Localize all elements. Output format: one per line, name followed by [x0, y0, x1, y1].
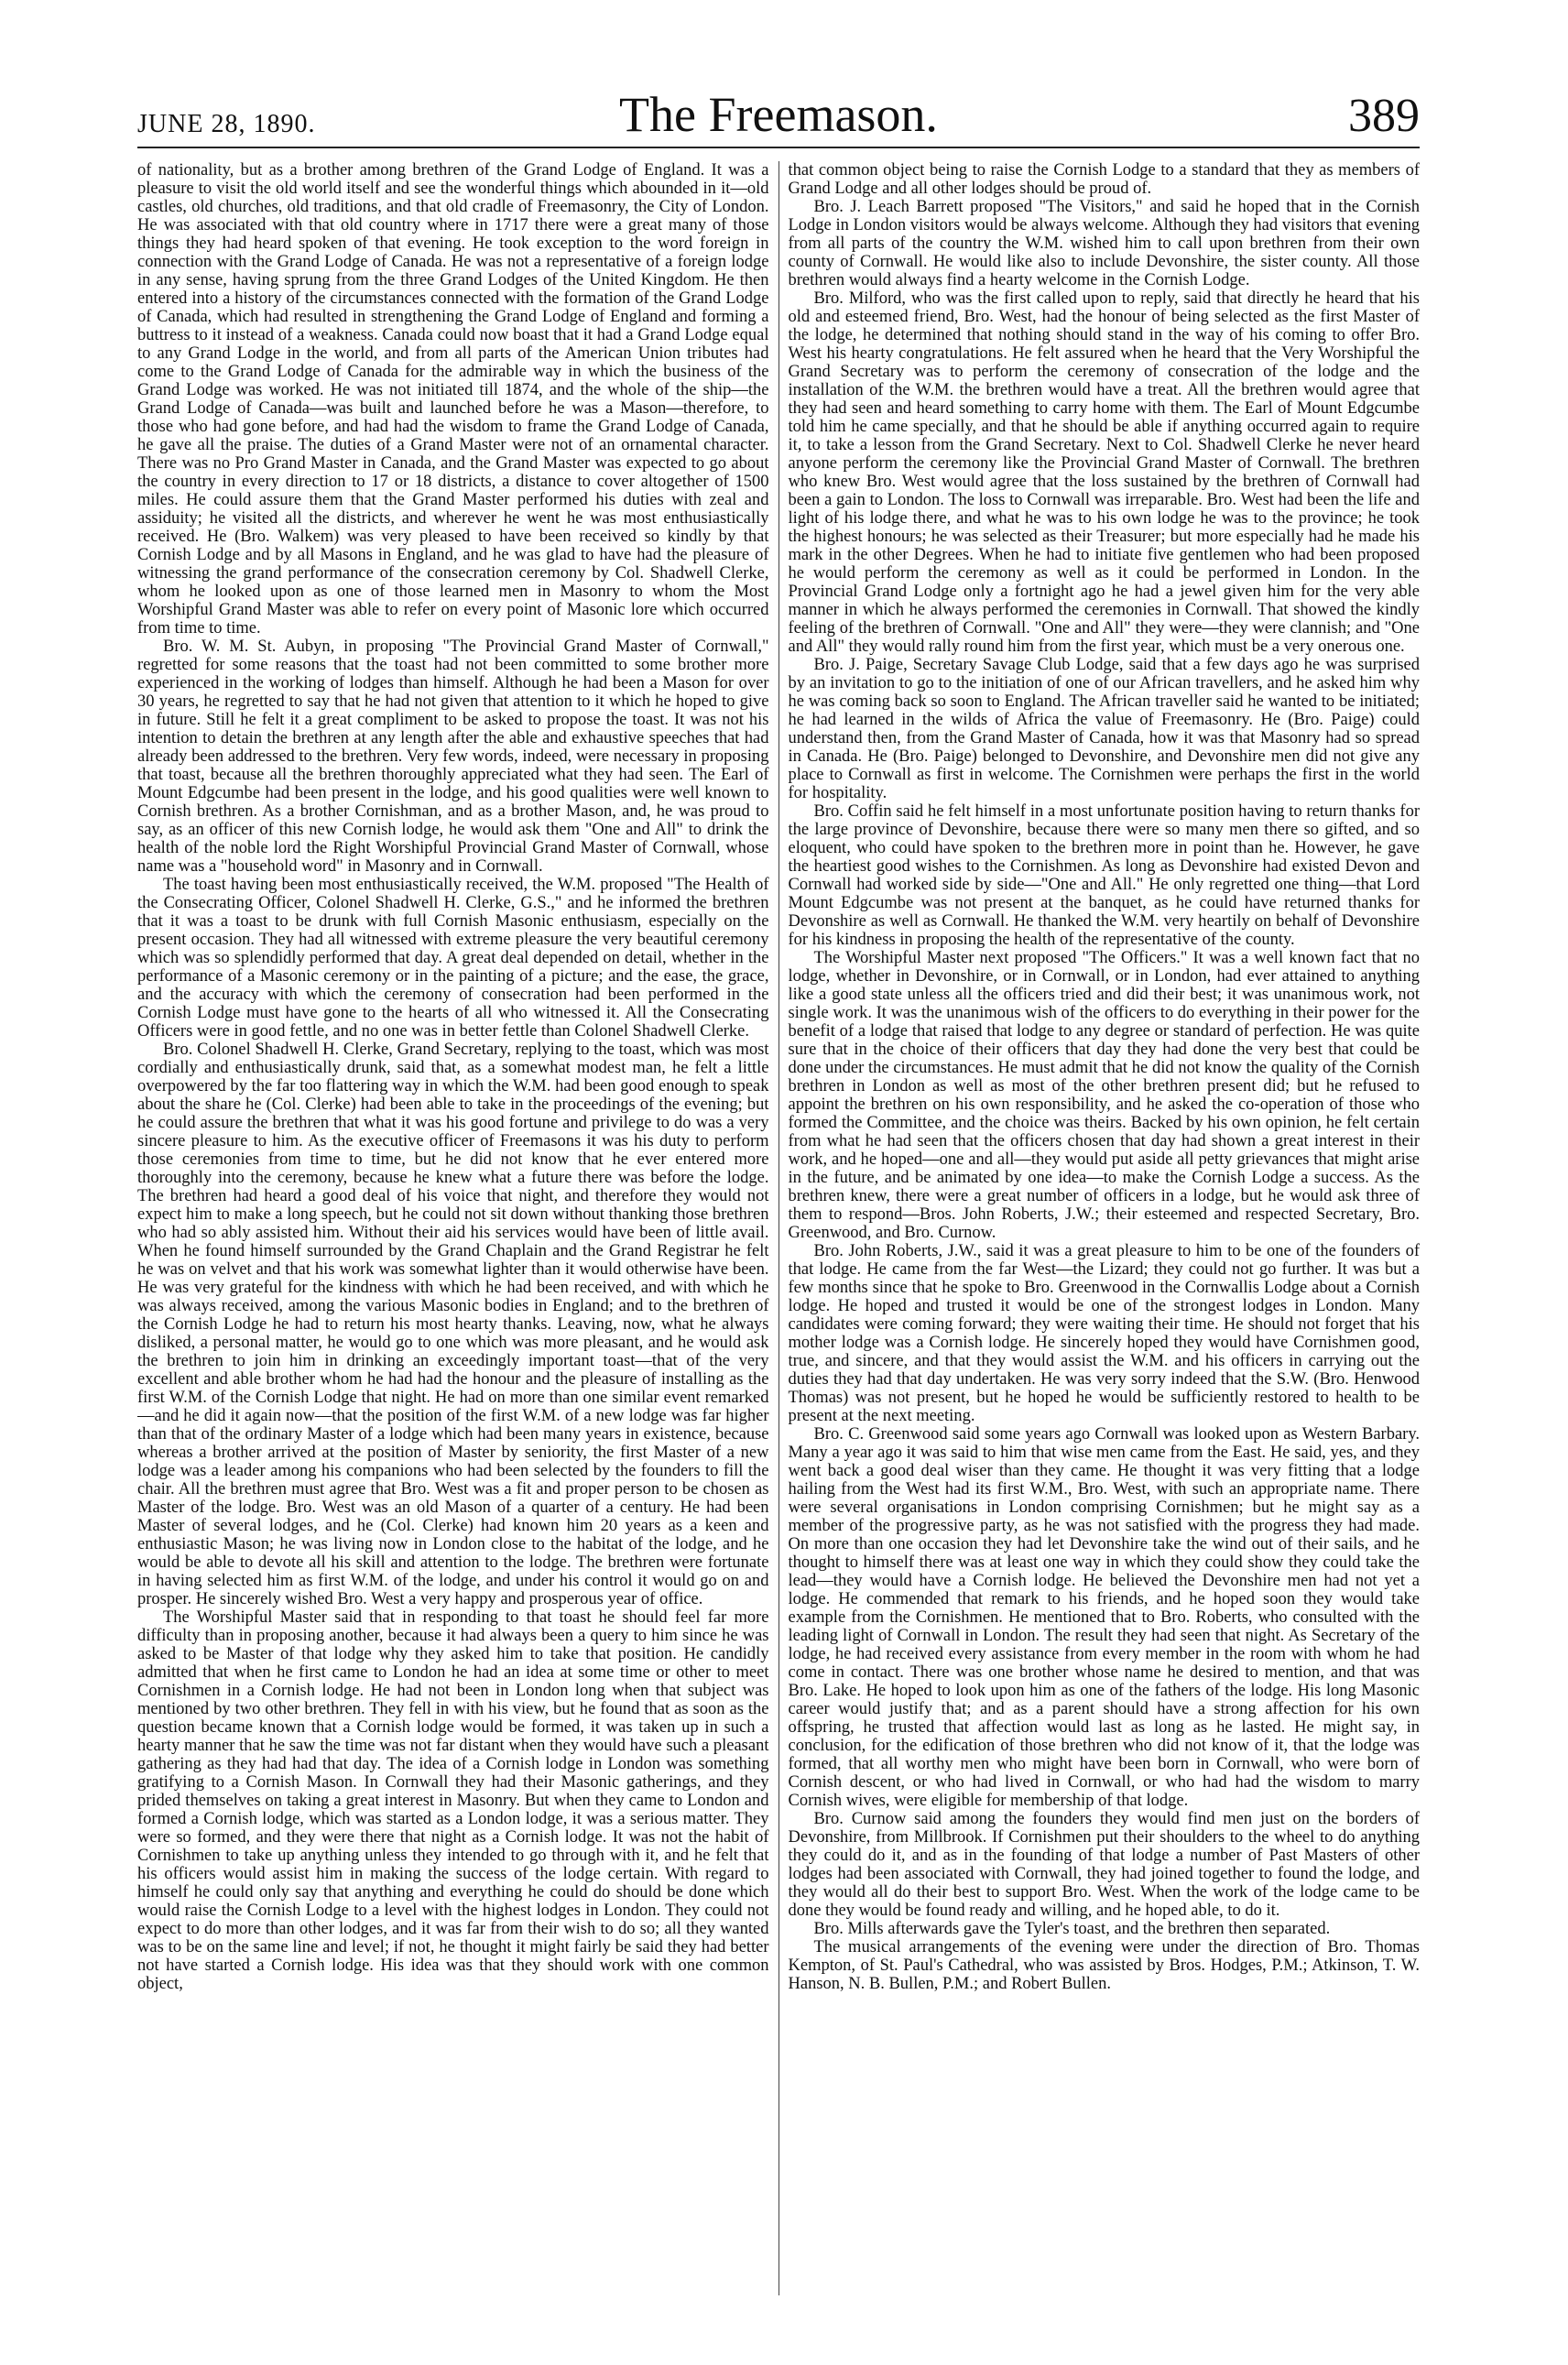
issue-date: JUNE 28, 1890. — [137, 110, 316, 138]
paragraph: Bro. Mills afterwards gave the Tyler's toast, and the brethren then separated. — [813, 1920, 1331, 1938]
article-columns — [137, 161, 1420, 2295]
paragraph: Bro. Coffin said he felt himself in a most unfortunate position having to return thanks for the large province of Devonshire, because there were so many men there so gifted, and so eloquent, who could have spoken to the brethren more in point than he. However, he gave the heartiest good wishes to the Cornishmen. As long as Devonshire had existed Devon and Cornwall had worked side by side—"One and All." He only regretted one thing—that Lord Mount Edgcumbe was not present at the banquet, as he could have returned thanks for Devonshire as well as Cornwall. He thanked the W.M. very heartily on behalf of Devonshire for his kindness in proposing the health of the representative of the county. — [788, 802, 1420, 949]
paragraph: The Worshipful Master said that in responding to that toast he should feel far more difficulty than in proposing another, because it had always been a query to him since he was asked to be Master of that lodge why they asked him to take that position. He candidly admitted that when he first came to London he had an idea at some time or other to meet Cornishmen in a Cornish lodge. He had not been in London long when that subject was mentioned by two other brethren. They fell in with his view, but he found that as soon as the question became known that a Cornish lodge would be formed, it was taken up in such a hearty manner that he saw the time was not far distant when they would have such a pleasant gathering as they had had that day. The idea of a Cornish lodge in London was something gratifying to a Cornish Mason. In Cornwall they had their Masonic gatherings, and they prided themselves on taking a great interest in Masonry. But when they came to London and formed a Cornish lodge, which was started as a London lodge, it was a serious matter. They were so formed, and they were there that night as a Cornish lodge. It was not the habit of Cornishmen to take up anything unless they intended to go through with it, and he felt that his officers would assist him in making the success of the lodge certain. With regard to himself he could only say that anything and everything he could do should be done which would raise the Cornish Lodge to a level with the highest lodges in London. They could not expect to do more than other lodges, and it was far from their wish to do so; all they wanted was to be on the same line and level; if not, he thought it might fairly be said they had better not have started a Cornish lodge. His idea was that they should work with one common object, — [137, 1608, 769, 1993]
paragraph: Bro. Colonel Shadwell H. Clerke, Grand Secretary, replying to the toast, which was most cordially and enthusiastically drunk, said that, as a somewhat modest man, he felt a little overpowered by the far too flattering way in which the W.M. had been good enough to speak about the share he (Col. Clerke) had been able to take in the proceedings of the evening; but he could assure the brethren that what it was his good fortune and privilege to do was a very sincere pleasure to him. As the executive officer of Freemasons it was his duty to perform those ceremonies from time to time, but he did not know that he ever entered more thoroughly into the ceremony, because he knew what a future there was before the lodge. The brethren had heard a good deal of his voice that night, and therefore they would not expect him to make a long speech, but he could not sit down without thanking those brethren who had so ably assisted him. Without their aid his services would have been of little avail. When he found himself surrounded by the Grand Chaplain and the Grand Registrar he felt he was on velvet and that his work was somewhat lighter than it would otherwise have been. He was very grateful for the kindness with which he had been received, and with which he was always received, among the various Masonic bodies in England; and to the brethren of the Cornish Lodge he had to return his most hearty thanks. Leaving, now, what he always disliked, a personal matter, he would go to one which was more pleasant, and he would ask the brethren to join him in drinking an exceedingly important toast—that of the very excellent and able brother whom he had had the honour and the pleasure of installing as the first W.M. of the Cornish Lodge that night. He had on more than one similar event remarked—and he did it again now—that the position of the first W.M. of a new lodge was far higher than that of the ordinary Master of a lodge which had been many years in existence, because whereas a brother arrived at the position of Master by seniority, the first Master of a new lodge was a leader among his companions who had been selected by the founders to fill the chair. All the brethren must agree that Bro. West was a fit and proper person to be chosen as Master of the lodge. Bro. West was an old Mason of a quarter of a century. He had been Master of several lodges, and he (Col. Clerke) had known him 20 years as a keen and enthusiastic Mason; he was living now in London close to the habitat of the lodge, and he would be able to devote all his skill and attention to the lodge. The brethren were fortunate in having selected him as first W.M. of the lodge, and under his control it would go on and prosper. He sincerely wished Bro. West a very happy and prosperous year of office. — [137, 1041, 769, 1608]
paragraph: that common object being to raise the Cornish Lodge to a standard that they as members of Grand Lodge and all other lodges should be proud of. — [788, 161, 1420, 198]
masthead — [137, 81, 1420, 148]
paragraph: The Worshipful Master next proposed "The Officers." It was a well known fact that no lodge, whether in Devonshire, or in Cornwall, or in London, had ever attained to anything like a good state unless all the officers tried and did their best; it was unanimous work, not single work. It was the unanimous wish of the officers to do everything in their power for the benefit of a lodge that raised that lodge to any degree or standard of perfection. He was quite sure that in the choice of their officers that day they had done the very best that could be done under the circumstances. He must admit that he did not know the quality of the Cornish brethren in London as well as most of the other brethren present did; but he refused to appoint the brethren on his own responsibility, and he asked the co-operation of those who formed the Committee, and the choice was theirs. Backed by his own opinion, he felt certain from what he had seen that the officers chosen that day had shown a great interest in their work, and he hoped—one and all—they would put aside all petty grievances that might arise in the future, and be animated by one idea—to make the Cornish Lodge a success. As the brethren knew, there were a great number of officers in a lodge, but he would ask three of them to respond—Bros. John Roberts, J.W.; their esteemed and respected Secretary, Bro. Greenwood, and Bro. Curnow. — [788, 949, 1420, 1242]
paragraph: Bro. J. Paige, Secretary Savage Club Lodge, said that a few days ago he was surprised by an invitation to go to the initiation of one of our African travellers, and he asked him why he was coming back so soon to England. The African traveller said he wanted to be initiated; he had learned in the wilds of Africa the value of Freemasonry. He (Bro. Paige) could understand then, from the Grand Master of Canada, how it was that Masonry had so spread in Canada. He (Bro. Paige) belonged to Devonshire, and Devonshire men did not give any place to Cornwall as first in welcome. The Cornishmen were perhaps the first in the world for hospitality. — [788, 656, 1420, 802]
newspaper-title: The Freemason. — [619, 87, 938, 142]
paragraph: Bro. W. M. St. Aubyn, in proposing "The Provincial Grand Master of Cornwall," regretted for some reasons that the toast had not been committed to some brother more experienced in the working of lodges than himself. Although he had been a Mason for over 30 years, he regretted to say that he had not given that attention to it which he hoped to give in future. Still he felt it a great compliment to be asked to propose the toast. It was not his intention to detain the brethren at any length after the able and exhaustive speeches that had already been addressed to the brethren. Very few words, indeed, were necessary in proposing that toast, because all the brethren thoroughly appreciated what they had seen. The Earl of Mount Edgcumbe had been present in the lodge, and his good qualities were well known to Cornish brethren. As a brother Cornishman, and as a brother Mason, and, he was proud to say, as an officer of this new Cornish lodge, he would ask them "One and All" to drink the health of the noble lord the Right Worshipful Provincial Grand Master of Cornwall, whose name was a "household word" in Masonry and in Cornwall. — [137, 638, 769, 876]
paragraph: Bro. Curnow said among the founders they would find men just on the borders of Devonshire, from Millbrook. If Cornishmen put their shoulders to the wheel to do anything they could do it, and as in the founding of that lodge a number of Past Masters of other lodges had been associated with Cornwall, they had joined together to found the lodge, and they would all do their best to support Bro. West. When the work of the lodge came to be done they would be found ready and willing, and he hoped able, to do it. — [788, 1810, 1420, 1920]
paragraph: Bro. C. Greenwood said some years ago Cornwall was looked upon as Western Barbary. Many a year ago it was said to him that wise men came from the East. He said, yes, and they went back a good deal wiser than they came. He thought it was very fitting that a lodge hailing from the West had its first W.M., Bro. West, with such an appropriate name. There were several organisations in London comprising Cornishmen; but he might say as a member of the progressive party, as he was not satisfied with the progress they had made. On more than one occasion they had let Devonshire take the wind out of their sails, and he thought to himself there was at least one way in which they could show they could take the lead—they would have a Cornish lodge. He believed the Devonshire men had not yet a lodge. He commended that remark to his friends, and he hoped soon they would take example from the Cornishmen. He mentioned that to Bro. Roberts, who consulted with the leading light of Cornwall in London. The result they had seen that night. As Secretary of the lodge, he had received every assistance from every member in the room with whom he had come in contact. There was one brother whose name he desired to mention, and that was Bro. Lake. He hoped to look upon him as one of the fathers of the lodge. His long Masonic career would justify that; and as a parent should have a strong affection for his own offspring, he trusted that affection would last as long as he lasted. He might say, in conclusion, for the edification of those brethren who did not know of it, that the lodge was formed, that all worthy men who might have been born in Cornwall, who were born of Cornish descent, or who had lived in Cornwall, or who had had the wisdom to marry Cornish wives, were eligible for membership of that lodge. — [788, 1425, 1420, 1810]
left-column — [137, 161, 779, 2295]
paragraph: The toast having been most enthusiastically received, the W.M. proposed "The Health of the Consecrating Officer, Colonel Shadwell H. Clerke, G.S.," and he informed the brethren that it was a toast to be drunk with full Cornish Masonic enthusiasm, especially on the present occasion. They had all witnessed with extreme pleasure the very beautiful ceremony which was so splendidly performed that day. A great deal depended on detail, whether in the performance of a Masonic ceremony or in the painting of a picture; and the ease, the grace, and the accuracy with which the ceremony of consecration had been performed in the Cornish Lodge must have gone to the hearts of all who witnessed it. All the Consecrating Officers were in good fettle, and no one was in better fettle than Colonel Shadwell Clerke. — [137, 876, 769, 1041]
paragraph: of nationality, but as a brother among brethren of the Grand Lodge of England. It was a pleasure to visit the old world itself and see the wonderful things which abounded in it—old castles, old churches, old traditions, and that old cradle of Freemasonry, the City of London. He was associated with that old country where in 1717 there were a great many of those things they had heard spoken of that evening. He took exception to the word foreign in connection with the Grand Lodge of Canada. He was not a representative of a foreign lodge in any sense, having sprung from the three Grand Lodges of the United Kingdom. He then entered into a history of the circumstances connected with the formation of the Grand Lodge of Canada, which had resulted in strengthening the Grand Lodge of England and forming a buttress to it instead of a weakness. Canada could now boast that it had a Grand Lodge equal to any Grand Lodge in the world, and from all parts of the American Union tributes had come to the Grand Lodge of Canada for the admirable way in which the business of the Grand Lodge was worked. He was not initiated till 1874, and the whole of the ship—the Grand Lodge of Canada—was built and launched before he was a Mason—therefore, to those who had gone before, and had had the wisdom to frame the Grand Lodge of Canada, he gave all the praise. The duties of a Grand Master were not of an ornamental character. There was no Pro Grand Master in Canada, and the Grand Master was expected to go about the country in every direction to 17 or 18 districts, a distance to cover altogether of 1500 miles. He could assure them that the Grand Master performed his duties with zeal and assiduity; he visited all the districts, and wherever he went he was most enthusiastically received. He (Bro. Walkem) was very pleased to have been received so kindly by that Cornish Lodge and by all Masons in England, and he was glad to have had the pleasure of witnessing the grand performance of the consecration ceremony by Col. Shadwell Clerke, whom he looked upon as one of those learned men in Masonry to whom the Most Worshipful Grand Master was able to refer on every point of Masonic lore which occurred from time to time. — [137, 161, 769, 638]
paragraph: Bro. J. Leach Barrett proposed "The Visitors," and said he hoped that in the Cornish Lodge in London visitors would be always welcome. Although they had visitors that evening from all parts of the country the W.M. wished him to call upon brethren from their own county of Cornwall. He would like also to include Devonshire, the sister county. All those brethren would always find a hearty welcome in the Cornish Lodge. — [788, 198, 1420, 289]
paragraph: The musical arrangements of the evening were under the direction of Bro. Thomas Kempton, of St. Paul's Cathedral, who was assisted by Bros. Hodges, P.M.; Atkinson, T. W. Hanson, N. B. Bullen, P.M.; and Robert Bullen. — [788, 1938, 1420, 1993]
right-column — [779, 161, 1421, 2295]
paragraph: Bro. Milford, who was the first called upon to reply, said that directly he heard that his old and esteemed friend, Bro. West, had the honour of being selected as the first Master of the lodge, he determined that nothing should stand in the way of his coming to offer Bro. West his hearty congratulations. He felt assured when he heard that the Very Worshipful the Grand Secretary was to perform the ceremony of consecration of the lodge and the installation of the W.M. the brethren would have a treat. All the brethren would agree that they had seen and heard something to carry home with them. The Earl of Mount Edgcumbe told him he came specially, and that he should be able if anything occurred again to require it, to take a lesson from the Grand Secretary. Next to Col. Shadwell Clerke he never heard anyone perform the ceremony like the Provincial Grand Master of Cornwall. The brethren who knew Bro. West would agree that the loss sustained by the brethren of Cornwall had been a gain to London. The loss to Cornwall was irreparable. Bro. West had been the life and light of his lodge there, and what he was to his own lodge he was to the province; he took the highest honours; he was selected as their Treasurer; but more especially had he made his mark in the other Degrees. When he had to initiate five gentlemen who had been proposed he would perform the ceremony as well as it could be performed in London. In the Provincial Grand Lodge only a fortnight ago he had a jewel given him for the very able manner in which he always performed the ceremonies in Cornwall. That showed the kindly feeling of the brethren of Cornwall. "One and All" they were—they were clannish; and "One and All" they would rally round him from the first year, which must be a very onerous one. — [788, 289, 1420, 656]
page-number: 389 — [1348, 90, 1420, 142]
paragraph: Bro. John Roberts, J.W., said it was a great pleasure to him to be one of the founders of that lodge. He came from the far West—the Lizard; they could not go further. It was but a few months since that he spoke to Bro. Greenwood in the Cornwallis Lodge about a Cornish lodge. He hoped and trusted it would be one of the strongest lodges in London. Many candidates were coming forward; they were waiting their time. He should not forget that his mother lodge was a Cornish lodge. He sincerely hoped they would have Cornishmen good, true, and sincere, and that they would assist the W.M. and his officers in carrying out the duties they had that day undertaken. He was very sorry indeed that the S.W. (Bro. Henwood Thomas) was not present, but he hoped he would be sufficiently restored to health to be present at the next meeting. — [788, 1242, 1420, 1425]
